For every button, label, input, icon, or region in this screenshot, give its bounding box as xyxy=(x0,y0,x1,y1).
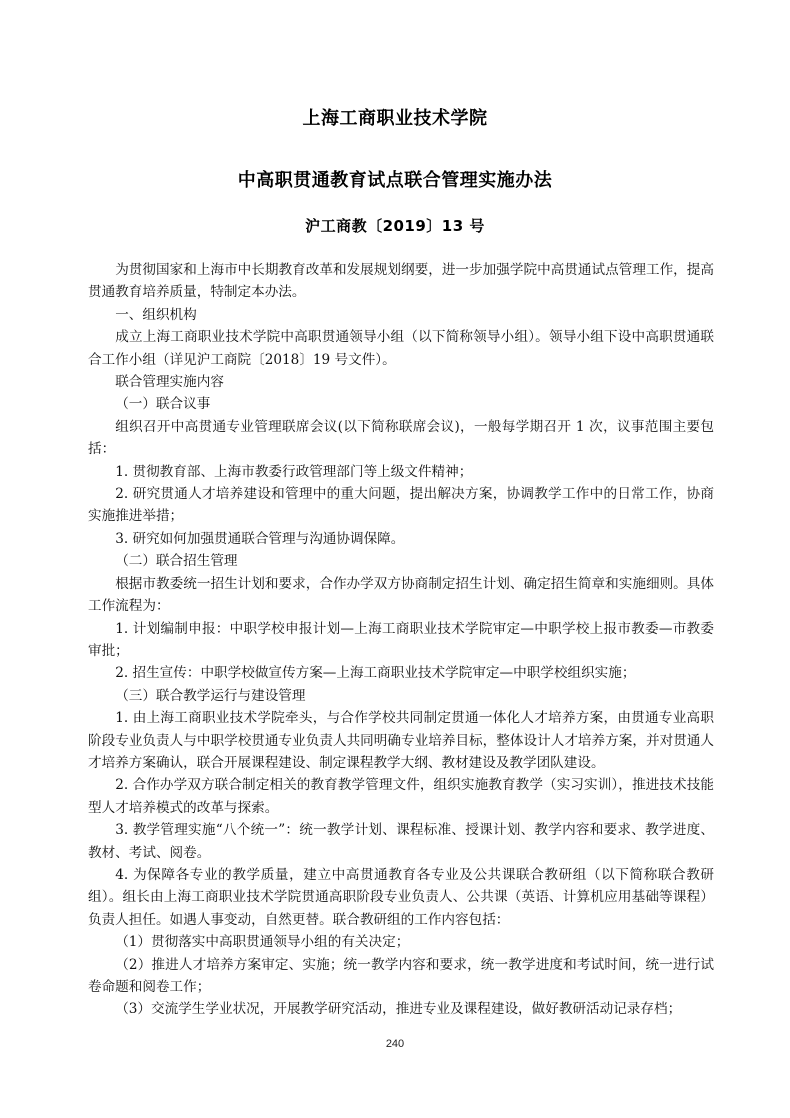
document-number: 沪工商教〔2019〕13 号 xyxy=(305,217,485,235)
sub-list-item: （3）交流学生学业状况，开展教学研究活动，推进专业及课程建设，做好教研活动记录存档； xyxy=(115,1001,682,1018)
paragraph: 组织召开中高贯通专业管理联席会议(以下简称联席会议)，一般每学期召开 1 次，议事范围主要包括： xyxy=(88,418,714,458)
list-item: 1. 贯彻教育部、上海市教委行政管理部门等上级文件精神； xyxy=(115,463,473,480)
list-item: 1. 计划编制申报：中职学校申报计划—上海工商职业技术学院审定—中职学校上报市教委—市教委审批； xyxy=(88,620,714,659)
list-item: 3. 研究如何加强贯通联合管理与沟通协调保障。 xyxy=(115,530,405,547)
list-item: 2. 合作办学双方联合制定相关的教育教学管理文件，组织实施教育教学（实习实训），推进技术技能型人才培养模式的改革与探索。 xyxy=(88,777,714,816)
document-title: 中高职贯通教育试点联合管理实施办法 xyxy=(237,170,553,191)
paragraph: 根据市教委统一招生计划和要求，合作办学双方协商制定招生计划、确定招生简章和实施细则。具体工作流程为： xyxy=(88,575,714,615)
list-item: 1. 由上海工商职业技术学院牵头，与合作学校共同制定贯通一体化人才培养方案，由贯通专业高职阶段专业负责人与中职学校贯通专业负责人共同明确专业培养目标，整体设计人才培养方案，并对贯通人才培养方案确认，联合开展课程建设、制定课程教学大纲、教材建设及教学团队建设。 xyxy=(88,710,714,771)
sub-list-item: （1）贯彻落实中高职贯通领导小组的有关决定； xyxy=(115,934,410,951)
list-item: 3. 教学管理实施“八个统一”：统一教学计划、课程标准、授课计划、教学内容和要求、教学进度、教材、考试、阅卷。 xyxy=(88,822,714,861)
paragraph: 为贯彻国家和上海市中长期教育改革和发展规划纲要，进一步加强学院中高贯通试点管理工作，提高贯通教育培养质量，特制定本办法。 xyxy=(88,262,714,301)
document-body xyxy=(88,259,714,1021)
section-heading: 联合管理实施内容 xyxy=(115,374,224,391)
institution-title: 上海工商职业技术学院 xyxy=(302,108,488,129)
subsection-heading: （二）联合招生管理 xyxy=(115,553,238,570)
list-item: 2. 招生宣传：中职学校做宣传方案—上海工商职业技术学院审定—中职学校组织实施； xyxy=(115,665,636,682)
sub-list-item: （2）推进人才培养方案审定、实施；统一教学内容和要求，统一教学进度和考试时间，统一进行试卷命题和阅卷工作； xyxy=(88,956,714,995)
section-heading: 一、组织机构 xyxy=(115,306,197,323)
list-item: 4. 为保障各专业的教学质量，建立中高贯通教育各专业及公共课联合教研组（以下简称联合教研组）。组长由上海工商职业技术学院贯通高职阶段专业负责人、公共课（英语、计算机应用基础等课程）负责人担任。如遇人事变动，自然更替。联合教研组的工作内容包括： xyxy=(88,866,714,928)
page-number: 240 xyxy=(385,1038,405,1050)
paragraph: 成立上海工商职业技术学院中高职贯通领导小组（以下简称领导小组）。领导小组下设中高职贯通联合工作小组（详见沪工商院〔2018〕19 号文件）。 xyxy=(88,329,714,368)
list-item: 2. 研究贯通人才培养建设和管理中的重大问题，提出解决方案，协调教学工作中的日常工作，协商实施推进举措； xyxy=(88,486,714,525)
subsection-heading: （三）联合教学运行与建设管理 xyxy=(115,687,306,704)
subsection-heading: （一）联合议事 xyxy=(115,396,211,413)
